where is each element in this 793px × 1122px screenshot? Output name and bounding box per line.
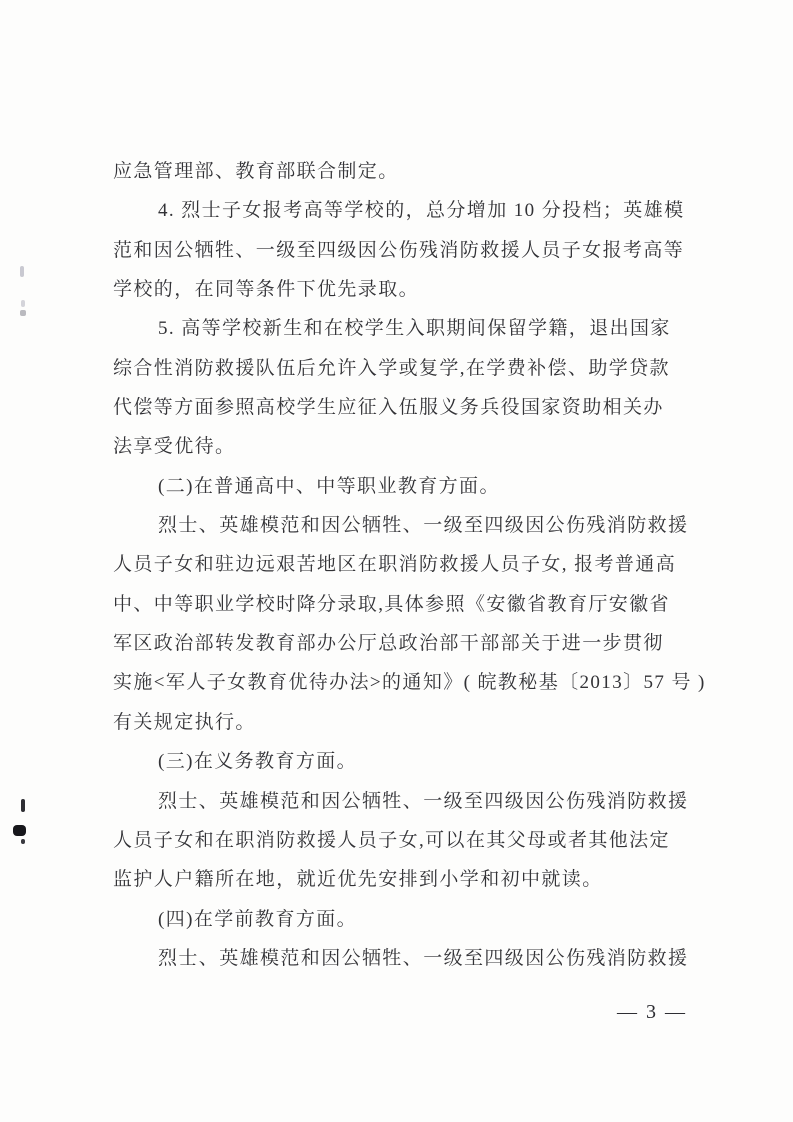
document-body	[113, 152, 706, 978]
ink-mark	[21, 799, 25, 812]
text-line: (二)在普通高中、中等职业教育方面。	[158, 475, 500, 497]
text-line: 人员子女和在职消防救援人员子女,可以在其父母或者其他法定	[113, 829, 670, 851]
text-line: 应急管理部、教育部联合制定。	[113, 161, 399, 182]
page-number: — 3 —	[617, 1001, 687, 1023]
text-line: 4. 烈士子女报考高等学校的，总分增加 10 分投档；英雄模	[158, 200, 685, 222]
text-line: 军区政治部转发教育部办公厅总政治部干部部关于进一步贯彻	[113, 633, 664, 655]
text-line: 烈士、英雄模范和因公牺牲、一级至四级因公伤残消防救援	[158, 515, 689, 537]
text-line: 中、中等职业学校时降分录取,具体参照《安徽省教育厅安徽省	[113, 593, 670, 615]
ink-mark	[13, 825, 26, 836]
text-line: 学校的，在同等条件下优先录取。	[113, 279, 420, 301]
text-line: 烈士、英雄模范和因公牺牲、一级至四级因公伤残消防救援	[158, 790, 689, 812]
text-line: 综合性消防救援队伍后允许入学或复学,在学费补偿、助学贷款	[113, 357, 670, 379]
text-line: 法享受优待。	[113, 436, 236, 458]
ink-mark	[20, 310, 26, 316]
text-line: 人员子女和驻边远艰苦地区在职消防救援人员子女, 报考普通高	[113, 554, 677, 576]
text-line: 5. 高等学校新生和在校学生入职期间保留学籍，退出国家	[158, 318, 671, 340]
text-line: 有关规定执行。	[113, 711, 256, 733]
ink-mark	[21, 839, 25, 844]
text-line: 范和因公牺牲、一级至四级因公伤残消防救援人员子女报考高等	[113, 239, 685, 261]
text-line: 实施<军人子女教育优待办法>的通知》( 皖教秘基〔2013〕57 号 )	[113, 672, 706, 694]
ink-mark	[20, 266, 24, 277]
text-line: 监护人户籍所在地，就近优先安排到小学和初中就读。	[113, 869, 603, 891]
ink-mark	[21, 300, 25, 307]
text-line: (三)在义务教育方面。	[158, 751, 358, 773]
text-line: (四)在学前教育方面。	[158, 908, 358, 930]
text-line: 代偿等方面参照高校学生应征入伍服义务兵役国家资助相关办	[113, 397, 664, 419]
text-line: 烈士、英雄模范和因公牺牲、一级至四级因公伤残消防救援	[158, 947, 689, 969]
